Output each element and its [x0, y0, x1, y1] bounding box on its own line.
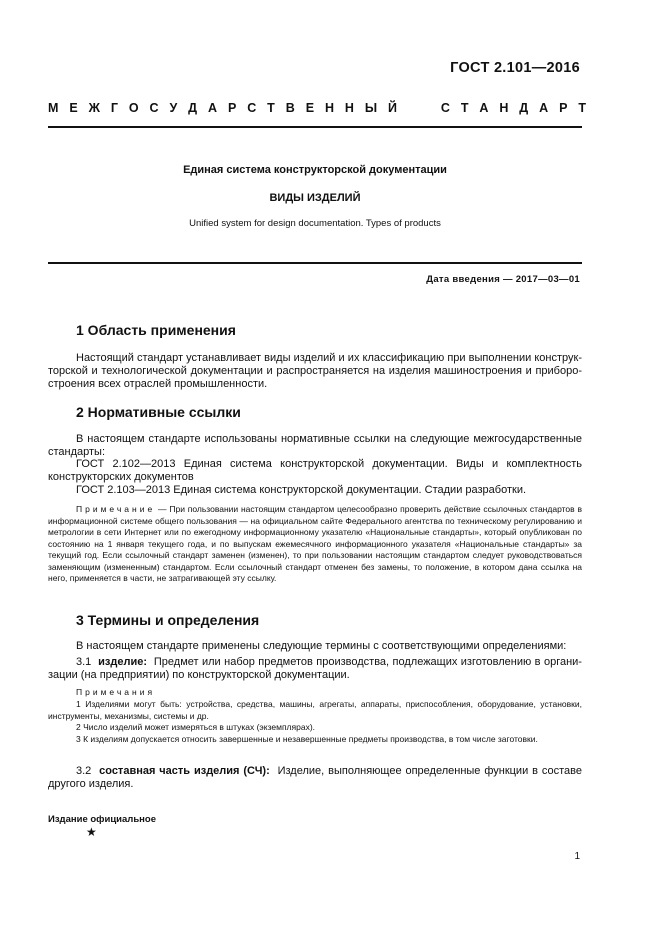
- section-3-paragraph: В настоящем стандарте применены следующие термины с соответствующими определениями:: [76, 640, 567, 652]
- term-3-2: [48, 765, 582, 791]
- term-name: изделие:: [98, 656, 148, 668]
- gost-number: ГОСТ 2.101—2016: [450, 60, 580, 76]
- title-divider: [48, 262, 582, 264]
- banner-letter: Д: [519, 101, 529, 115]
- section-2-heading: 2 Нормативные ссылки: [76, 404, 241, 420]
- term-3-1: [48, 656, 582, 682]
- banner-letter: Н: [344, 101, 354, 115]
- banner-letter: А: [479, 101, 489, 115]
- note-2: 2 Число изделий может измеряться в штуках (экземплярах).: [76, 722, 316, 732]
- banner-letter: А: [208, 101, 218, 115]
- banner-letter: Ж: [88, 101, 100, 115]
- banner-letter: Е: [69, 101, 78, 115]
- section-3-heading: 3 Термины и определения: [76, 612, 260, 628]
- section-1-heading: 1 Область применения: [76, 322, 236, 338]
- term-number: 3.2: [76, 765, 92, 777]
- banner-letter: Е: [305, 101, 315, 115]
- banner-letter: Р: [559, 101, 568, 115]
- interstate-standard-banner: [48, 101, 586, 115]
- banner-letter: В: [285, 101, 295, 115]
- term-definition: Изделие, выполняющее определенные функции в составе другого изделия.: [48, 765, 582, 790]
- banner-letter: Г: [110, 101, 118, 115]
- section-1-paragraph: Настоящий стандарт устанавливает виды изделий и их классификацию при выполнении конструкторской и технологической документации и распространяется на изделия машиностроения и приборостроения всех отраслей промышленности.: [48, 352, 582, 390]
- banner-letter: Н: [324, 101, 334, 115]
- note-3: 3 К изделиям допускается относить завершенные и незавершенные предметы производства, в том числе заготовки.: [76, 734, 538, 744]
- banner-letter: Р: [227, 101, 237, 115]
- term-name: составная часть изделия (СЧ):: [99, 765, 270, 777]
- banner-letter: А: [539, 101, 549, 115]
- document-title: ВИДЫ ИЗДЕЛИЙ: [269, 192, 361, 204]
- star-icon: ★: [86, 825, 97, 839]
- banner-letter: Т: [267, 101, 275, 115]
- term-definition: Предмет или набор предметов производства, подлежащих изготовлению в организации (на предприятии) по конструкторской документации.: [48, 656, 582, 681]
- banner-letter: О: [128, 101, 139, 115]
- banner-letter: Й: [388, 101, 398, 115]
- note-label: Примечание: [76, 504, 156, 514]
- introduction-date: Дата введения — 2017—03—01: [426, 274, 580, 285]
- term-number: 3.1: [76, 656, 92, 668]
- notes-label: Примечания: [76, 687, 156, 697]
- banner-letter: С: [149, 101, 159, 115]
- section-2-note: [48, 504, 582, 585]
- note-1: 1 Изделиями могут быть: устройства, средства, машины, агрегаты, аппараты, приспособления, оборудование, установки, инструменты, механизмы, системы и др.: [48, 699, 582, 721]
- note-text: — При пользовании настоящим стандартом целесообразно проверить действие ссылочных стандартов в информационной системе общего пользования — на официальном сайте Федерального агентства по техническому регулированию и метрологии в сети Интернет или по ежегодному информационному указателю «Национальные стандарты», который опубликован по состоянию на 1 января текущего года, и по выпускам ежемесячного информационного указателя «Национальные стандарты» за текущий год. Если ссылочный стандарт заменен (изменен), то при пользовании настоящим стандартом следует руководствоваться заменяющим (измененным) стандартом. Если ссылочный стандарт отменен без замены, то положение, в котором дана ссылка на него, применяется в части, не затрагивающей эту ссылку.: [48, 504, 582, 583]
- banner-letter: Ы: [364, 101, 378, 115]
- banner-letter: Н: [499, 101, 509, 115]
- banner-letter: М: [48, 101, 59, 115]
- banner-word-gap: [408, 101, 430, 115]
- reference-gost-2-103: ГОСТ 2.103—2013 Единая система конструкторской документации. Стадии разработки.: [76, 484, 527, 496]
- page-number: 1: [574, 851, 580, 862]
- english-title: Unified system for design documentation. Types of products: [189, 218, 441, 229]
- banner-letter: Т: [578, 101, 586, 115]
- banner-letter: Т: [460, 101, 469, 115]
- reference-gost-2-102: ГОСТ 2.102—2013 Единая система конструкторской документации. Виды и комплектность конструкторских документов: [48, 458, 582, 483]
- banner-letter: С: [440, 101, 450, 115]
- header-divider: [48, 126, 582, 128]
- system-title: Единая система конструкторской документации: [183, 164, 447, 176]
- official-edition-label: Издание официальное: [48, 814, 156, 825]
- banner-letter: С: [247, 101, 257, 115]
- banner-letter: Д: [188, 101, 198, 115]
- section-2-paragraph: В настоящем стандарте использованы нормативные ссылки на следующие межгосударственные стандарты:: [48, 433, 582, 458]
- banner-letter: У: [169, 101, 178, 115]
